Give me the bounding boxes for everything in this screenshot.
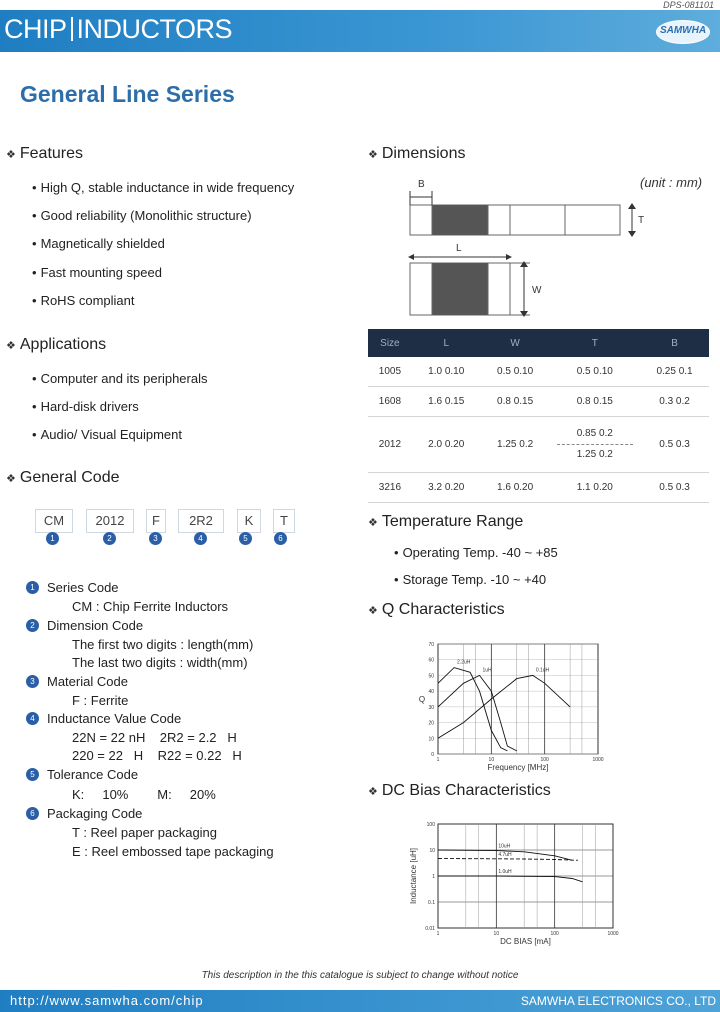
dimensions-heading bbox=[368, 145, 465, 163]
x-tick-label: 1000 bbox=[592, 757, 604, 763]
y-tick-label: 0.01 bbox=[425, 926, 435, 932]
code-item-desc: 220 = 22 H R22 = 0.22 H bbox=[72, 748, 242, 763]
bullet-icon: • bbox=[394, 545, 399, 560]
code-number-badge: 6 bbox=[26, 807, 39, 820]
y-tick-label: 30 bbox=[428, 704, 434, 711]
chip-bottom-terminal-right bbox=[488, 263, 510, 315]
feature-item bbox=[32, 293, 135, 308]
diamond-icon: ❖ bbox=[368, 605, 378, 617]
x-tick-label: 1 bbox=[436, 931, 440, 937]
code-item-title: Dimension Code bbox=[47, 618, 144, 633]
table-cell: 0.5 0.10 bbox=[481, 357, 550, 387]
feature-text: High Q, stable inductance in wide frequency bbox=[40, 180, 295, 195]
table-cell bbox=[550, 417, 641, 473]
y-axis-label: Q bbox=[418, 695, 426, 704]
table-header: L bbox=[412, 329, 481, 357]
diamond-icon: ❖ bbox=[368, 517, 378, 529]
series-label: 0.1uH bbox=[535, 667, 550, 674]
table-cell: 1.1 0.20 bbox=[550, 473, 641, 503]
code-number-badge: 4 bbox=[194, 532, 207, 545]
t-arrow-up bbox=[628, 203, 636, 209]
application-item bbox=[32, 427, 182, 442]
series-label: 2.2uH bbox=[457, 659, 471, 666]
document-number: DPS-081101 bbox=[663, 0, 714, 10]
x-tick-label: 1000 bbox=[607, 931, 619, 937]
bullet-icon: • bbox=[32, 399, 37, 414]
table-cell: 3.2 0.20 bbox=[412, 473, 481, 503]
code-item-desc: 22N = 22 nH 2R2 = 2.2 H bbox=[72, 730, 237, 745]
table-header: T bbox=[550, 329, 641, 357]
y-axis-label: Inductance [uH] bbox=[409, 847, 418, 905]
chip-top-core bbox=[432, 205, 488, 235]
dc-bias-heading-text: DC Bias Characteristics bbox=[381, 782, 551, 799]
chip-bottom-terminal-left bbox=[410, 263, 432, 315]
w-arrow-down bbox=[520, 311, 528, 317]
temperature-heading bbox=[368, 513, 523, 531]
table-cell: 2.0 0.20 bbox=[412, 417, 481, 473]
table-cell: 2012 bbox=[368, 417, 412, 473]
y-tick-label: 70 bbox=[428, 642, 434, 648]
feature-item bbox=[32, 236, 165, 251]
table-cell: 0.5 0.3 bbox=[640, 473, 709, 503]
footer-url-link[interactable]: http://www.samwha.com/chip bbox=[10, 993, 204, 1008]
code-box-tolerance: K bbox=[237, 509, 261, 533]
applications-heading bbox=[6, 336, 106, 354]
page-title bbox=[4, 14, 232, 45]
bullet-icon: • bbox=[32, 371, 37, 386]
w-arrow-up bbox=[520, 261, 528, 267]
table-header: Size bbox=[368, 329, 412, 357]
t-label: T bbox=[638, 215, 645, 226]
dimension-diagram bbox=[400, 175, 650, 325]
application-text: Computer and its peripherals bbox=[40, 371, 208, 386]
code-item-desc: T : Reel paper packaging bbox=[72, 825, 218, 840]
table-header: B bbox=[640, 329, 709, 357]
t-arrow-down bbox=[628, 231, 636, 237]
feature-text: Magnetically shielded bbox=[40, 236, 165, 251]
x-tick-label: 10 bbox=[493, 931, 500, 937]
chip-top-terminal-left bbox=[410, 205, 432, 235]
temperature-item bbox=[394, 545, 558, 560]
table-cell: 1.6 0.20 bbox=[481, 473, 550, 503]
code-number-badge: 5 bbox=[239, 532, 252, 545]
table-cell: 1.0 0.10 bbox=[412, 357, 481, 387]
samwha-logo bbox=[656, 20, 710, 44]
x-tick-label: 1 bbox=[436, 757, 440, 763]
x-tick-label: 100 bbox=[550, 931, 559, 937]
table-cell: 0.5 0.3 bbox=[640, 417, 709, 473]
table-cell: 0.5 0.10 bbox=[550, 357, 641, 387]
features-heading-text: Features bbox=[19, 145, 84, 162]
application-item bbox=[32, 371, 207, 386]
code-item-desc: CM : Chip Ferrite Inductors bbox=[72, 599, 229, 614]
code-number-badge: 6 bbox=[274, 532, 287, 545]
title-chip: CHIP bbox=[4, 14, 67, 44]
q-chart bbox=[400, 632, 610, 774]
feature-text: RoHS compliant bbox=[40, 293, 135, 308]
dimensions-heading-text: Dimensions bbox=[381, 145, 466, 162]
x-axis-label: Frequency [MHz] bbox=[487, 763, 549, 772]
general-code-heading bbox=[6, 469, 120, 487]
table-cell: 0.8 0.15 bbox=[481, 387, 550, 417]
chip-bottom-core bbox=[432, 263, 488, 315]
table-row bbox=[368, 417, 709, 473]
table-cell: 0.25 0.1 bbox=[640, 357, 709, 387]
q-characteristics-heading bbox=[368, 601, 505, 619]
code-box-inductance: 2R2 bbox=[178, 509, 224, 533]
x-tick-label: 100 bbox=[540, 757, 549, 763]
y-tick-label: 50 bbox=[428, 673, 434, 680]
bullet-icon: • bbox=[32, 293, 37, 308]
features-heading bbox=[6, 145, 83, 163]
table-header: W bbox=[481, 329, 550, 357]
code-number-badge: 3 bbox=[26, 675, 39, 688]
code-box-series: CM bbox=[35, 509, 73, 533]
feature-text: Good reliability (Monolithic structure) bbox=[40, 208, 252, 223]
y-tick-label: 0 bbox=[431, 752, 434, 758]
logo-text: SAMWHA bbox=[659, 25, 707, 36]
temperature-item bbox=[394, 572, 546, 587]
bullet-icon: • bbox=[32, 180, 37, 195]
diamond-icon: ❖ bbox=[368, 786, 378, 798]
bullet-icon: • bbox=[32, 236, 37, 251]
l-arrow-left bbox=[408, 254, 414, 260]
table-cell: 1608 bbox=[368, 387, 412, 417]
t-value-lower: 1.25 0.2 bbox=[576, 449, 613, 460]
code-number-badge: 2 bbox=[26, 619, 39, 632]
code-item-desc: F : Ferrite bbox=[72, 693, 129, 708]
feature-item bbox=[32, 180, 294, 195]
table-cell: 1.6 0.15 bbox=[412, 387, 481, 417]
bullet-icon: • bbox=[32, 265, 37, 280]
x-axis-label: DC BIAS [mA] bbox=[500, 937, 551, 946]
temperature-text: Storage Temp. -10 ~ +40 bbox=[402, 572, 547, 587]
table-cell: 0.8 0.15 bbox=[550, 387, 641, 417]
chip-top-terminal-right bbox=[488, 205, 510, 235]
code-item-title: Inductance Value Code bbox=[47, 711, 182, 726]
x-tick-label: 10 bbox=[488, 757, 495, 763]
temperature-heading-text: Temperature Range bbox=[381, 513, 524, 530]
feature-text: Fast mounting speed bbox=[40, 265, 162, 280]
general-code-heading-text: General Code bbox=[19, 469, 120, 486]
diamond-icon: ❖ bbox=[6, 340, 16, 352]
series-title: General Line Series bbox=[20, 81, 235, 107]
code-item-title: Material Code bbox=[47, 674, 128, 689]
y-tick-label: 60 bbox=[428, 657, 434, 664]
l-label: L bbox=[456, 243, 462, 254]
bullet-icon: • bbox=[32, 208, 37, 223]
application-text: Audio/ Visual Equipment bbox=[40, 427, 182, 442]
code-number-badge: 4 bbox=[26, 712, 39, 725]
dimensions-table bbox=[368, 329, 709, 503]
code-item-title: Series Code bbox=[47, 580, 119, 595]
application-item bbox=[32, 399, 139, 414]
code-item-desc: K: 10% M: 20% bbox=[72, 787, 216, 802]
bullet-icon: • bbox=[394, 572, 399, 587]
applications-heading-text: Applications bbox=[19, 336, 107, 353]
code-box-material: F bbox=[146, 509, 166, 533]
dc-bias-chart bbox=[400, 814, 620, 950]
series-label: 4.7uH bbox=[498, 851, 512, 858]
title-separator bbox=[71, 17, 73, 41]
diamond-icon: ❖ bbox=[6, 149, 16, 161]
title-inductors: INDUCTORS bbox=[76, 14, 233, 44]
table-cell: 3216 bbox=[368, 473, 412, 503]
table-row bbox=[368, 357, 709, 387]
series-label: 10uH bbox=[498, 843, 511, 850]
bullet-icon: • bbox=[32, 427, 37, 442]
table-header-row bbox=[368, 329, 709, 357]
table-cell: 0.3 0.2 bbox=[640, 387, 709, 417]
q-heading-text: Q Characteristics bbox=[381, 601, 505, 618]
code-number-badge: 3 bbox=[149, 532, 162, 545]
application-text: Hard-disk drivers bbox=[40, 399, 139, 414]
unit-label: (unit : mm) bbox=[640, 175, 703, 190]
code-number-badge: 5 bbox=[26, 768, 39, 781]
y-tick-label: 1 bbox=[432, 874, 435, 880]
chip-side-view bbox=[565, 205, 620, 235]
w-label: W bbox=[532, 285, 542, 296]
feature-item bbox=[32, 208, 252, 223]
dc-bias-heading bbox=[368, 782, 551, 800]
series-label: 1.0uH bbox=[498, 869, 512, 875]
y-tick-label: 0.1 bbox=[428, 900, 435, 906]
code-box-packaging: T bbox=[273, 509, 295, 533]
table-cell: 1005 bbox=[368, 357, 412, 387]
code-number-badge: 2 bbox=[103, 532, 116, 545]
b-label: B bbox=[418, 179, 425, 190]
code-item-desc: The last two digits : width(mm) bbox=[72, 655, 248, 670]
y-tick-label: 10 bbox=[429, 848, 435, 854]
table-cell: 1.25 0.2 bbox=[481, 417, 550, 473]
series-label: 1uH bbox=[482, 667, 492, 674]
code-item-desc: The first two digits : length(mm) bbox=[72, 637, 254, 652]
temperature-text: Operating Temp. -40 ~ +85 bbox=[402, 545, 558, 560]
l-arrow-right bbox=[506, 254, 512, 260]
y-tick-label: 100 bbox=[426, 822, 435, 828]
diamond-icon: ❖ bbox=[6, 473, 16, 485]
y-tick-label: 20 bbox=[428, 720, 434, 727]
y-tick-label: 40 bbox=[428, 689, 434, 696]
feature-item bbox=[32, 265, 162, 280]
code-item-desc: E : Reel embossed tape packaging bbox=[72, 844, 274, 859]
table-row bbox=[368, 473, 709, 503]
code-number-badge: 1 bbox=[26, 581, 39, 594]
disclaimer-note: This description in the this catalogue is subject to change without notice bbox=[201, 970, 519, 981]
t-value-upper: 0.85 0.2 bbox=[557, 424, 634, 445]
code-number-badge: 1 bbox=[46, 532, 59, 545]
y-tick-label: 10 bbox=[428, 736, 434, 743]
diamond-icon: ❖ bbox=[368, 149, 378, 161]
footer-company: SAMWHA ELECTRONICS CO., LTD bbox=[520, 994, 716, 1008]
table-row bbox=[368, 387, 709, 417]
code-item-title: Packaging Code bbox=[47, 806, 143, 821]
code-box-dimension: 2012 bbox=[86, 509, 134, 533]
code-item-title: Tolerance Code bbox=[47, 767, 139, 782]
